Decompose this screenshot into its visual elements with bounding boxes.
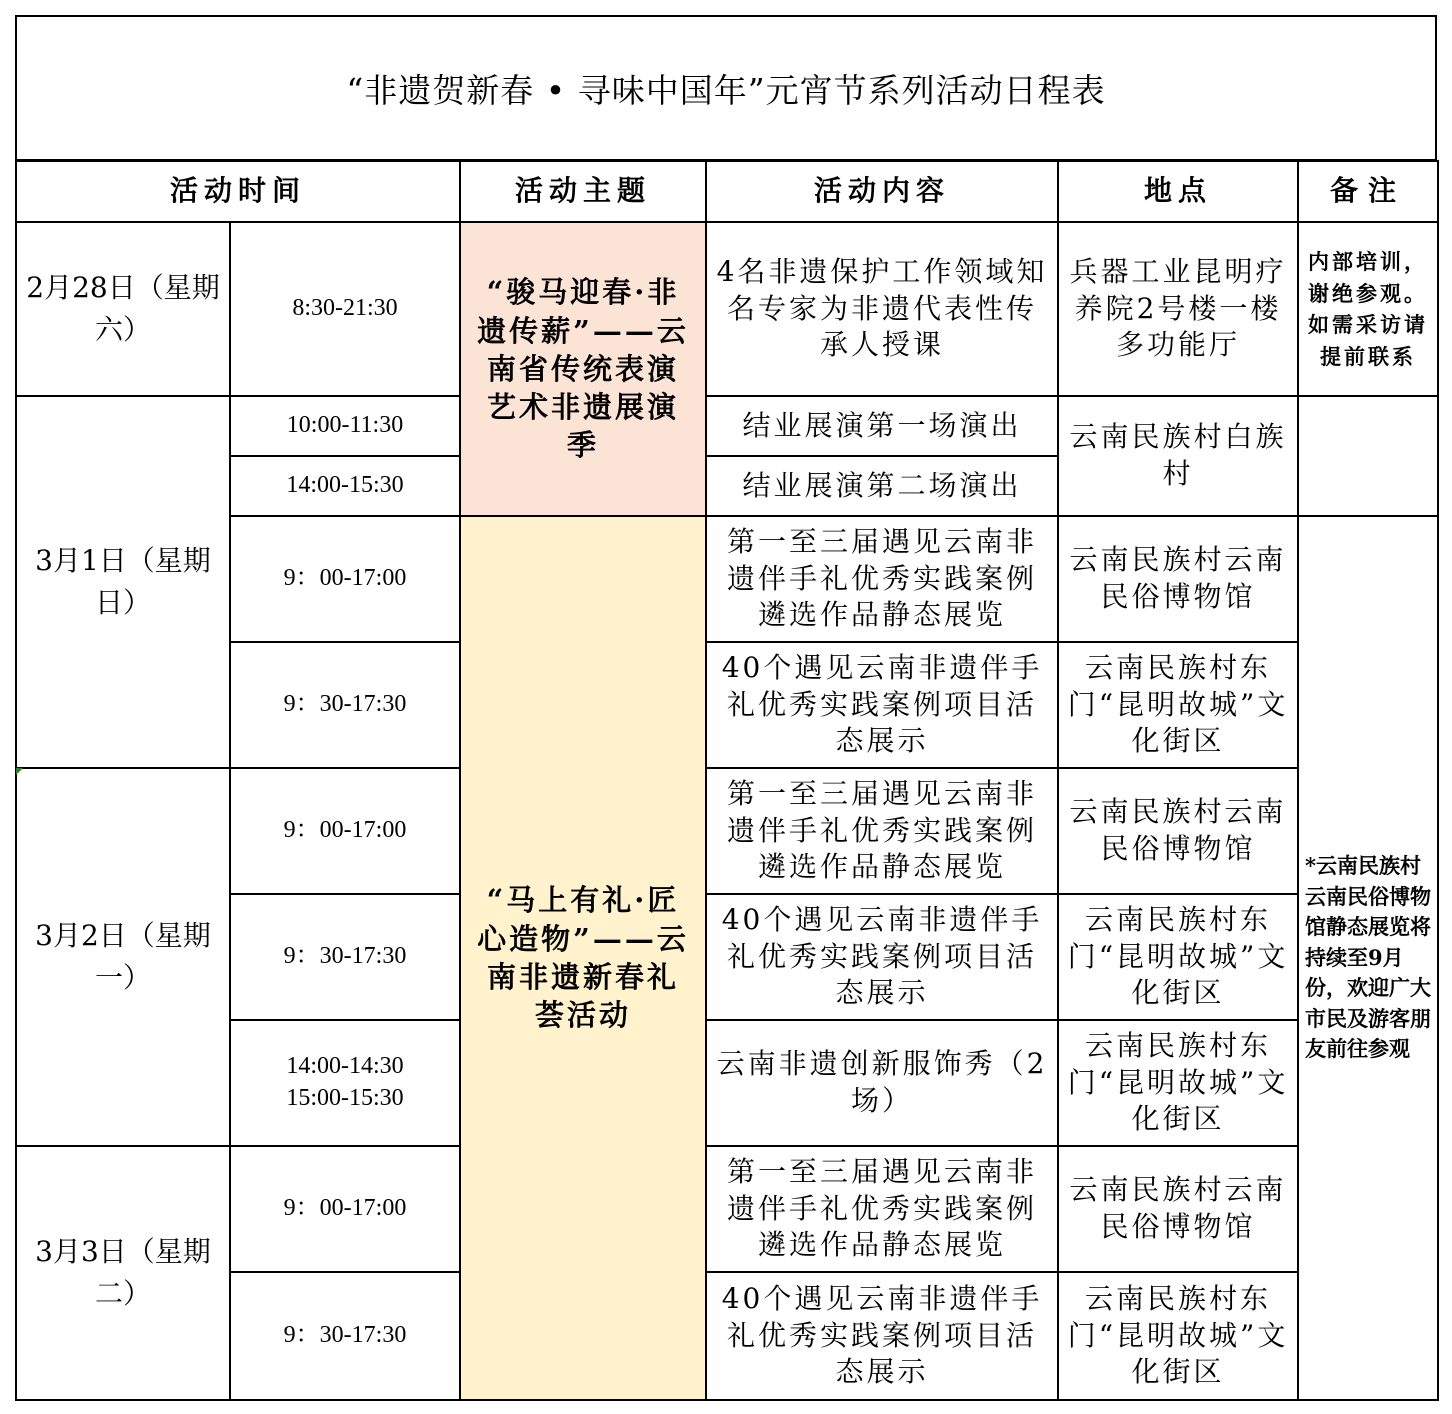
time-cell: 9：30-17:30 (230, 1272, 460, 1400)
content-cell: 结业展演第二场演出 (706, 456, 1058, 516)
content-cell: 40个遇见云南非遗伴手礼优秀实践案例项目活态展示 (706, 894, 1058, 1020)
header-content: 活动内容 (706, 161, 1058, 222)
note-cell-empty (1298, 396, 1438, 516)
time-cell: 9：00-17:00 (230, 1146, 460, 1272)
table-row (16, 1146, 1438, 1272)
place-cell: 云南民族村东门“昆明故城”文化街区 (1058, 1020, 1298, 1146)
date-cell: 3月2日（星期一） (16, 768, 230, 1146)
schedule-sheet (15, 15, 1437, 1399)
content-cell: 40个遇见云南非遗伴手礼优秀实践案例项目活态展示 (706, 642, 1058, 768)
note-cell: *云南民族村云南民俗博物馆静态展览将持续至9月份，欢迎广大市民及游客朋友前往参观 (1298, 516, 1438, 1400)
date-cell: 3月1日（星期日） (16, 396, 230, 768)
time-cell (230, 1020, 460, 1146)
time-cell: 10:00-11:30 (230, 396, 460, 456)
time-cell: 9：30-17:30 (230, 894, 460, 1020)
header-note: 备注 (1298, 161, 1438, 222)
schedule-title: “非遗贺新春 • 寻味中国年”元宵节系列活动日程表 (15, 15, 1437, 161)
content-cell: 第一至三届遇见云南非遗伴手礼优秀实践案例遴选作品静态展览 (706, 768, 1058, 894)
schedule-table (15, 160, 1439, 1401)
content-cell: 40个遇见云南非遗伴手礼优秀实践案例项目活态展示 (706, 1272, 1058, 1400)
place-cell: 云南民族村云南民俗博物馆 (1058, 1146, 1298, 1272)
theme-cell: “骏马迎春·非遗传薪”——云南省传统表演艺术非遗展演季 (460, 222, 706, 516)
content-cell: 第一至三届遇见云南非遗伴手礼优秀实践案例遴选作品静态展览 (706, 1146, 1058, 1272)
table-row (16, 396, 1438, 456)
table-row (16, 768, 1438, 894)
content-cell: 4名非遗保护工作领域知名专家为非遗代表性传承人授课 (706, 222, 1058, 396)
table-row (16, 516, 1438, 642)
date-cell: 2月28日（星期六） (16, 222, 230, 396)
header-place: 地点 (1058, 161, 1298, 222)
note-cell: 内部培训，谢绝参观。如需采访请提前联系 (1298, 222, 1438, 396)
time-cell: 9：00-17:00 (230, 516, 460, 642)
time-cell: 9：00-17:00 (230, 768, 460, 894)
time-cell: 9：30-17:30 (230, 642, 460, 768)
header-time: 活动时间 (16, 161, 460, 222)
table-row (16, 1020, 1438, 1146)
table-row (16, 894, 1438, 1020)
theme-cell: “马上有礼·匠心造物”——云南非遗新春礼荟活动 (460, 516, 706, 1400)
content-cell: 云南非遗创新服饰秀（2场） (706, 1020, 1058, 1146)
place-cell: 云南民族村东门“昆明故城”文化街区 (1058, 894, 1298, 1020)
table-row (16, 642, 1438, 768)
table-row (16, 222, 1438, 396)
place-cell: 云南民族村东门“昆明故城”文化街区 (1058, 1272, 1298, 1400)
header-theme: 活动主题 (460, 161, 706, 222)
place-cell: 兵器工业昆明疗养院2号楼一楼多功能厅 (1058, 222, 1298, 396)
place-cell: 云南民族村云南民俗博物馆 (1058, 516, 1298, 642)
date-cell: 3月3日（星期二） (16, 1146, 230, 1400)
table-row (16, 1272, 1438, 1400)
time-cell: 14:00-15:30 (230, 456, 460, 516)
header-row (16, 161, 1438, 222)
time-cell: 8:30-21:30 (230, 222, 460, 396)
place-cell: 云南民族村云南民俗博物馆 (1058, 768, 1298, 894)
place-cell: 云南民族村东门“昆明故城”文化街区 (1058, 642, 1298, 768)
time-line: 15:00-15:30 (286, 1085, 404, 1111)
content-cell: 结业展演第一场演出 (706, 396, 1058, 456)
content-cell: 第一至三届遇见云南非遗伴手礼优秀实践案例遴选作品静态展览 (706, 516, 1058, 642)
cell-corner-marker (16, 768, 23, 775)
place-cell: 云南民族村白族村 (1058, 396, 1298, 516)
time-line: 14:00-14:30 (286, 1053, 404, 1080)
